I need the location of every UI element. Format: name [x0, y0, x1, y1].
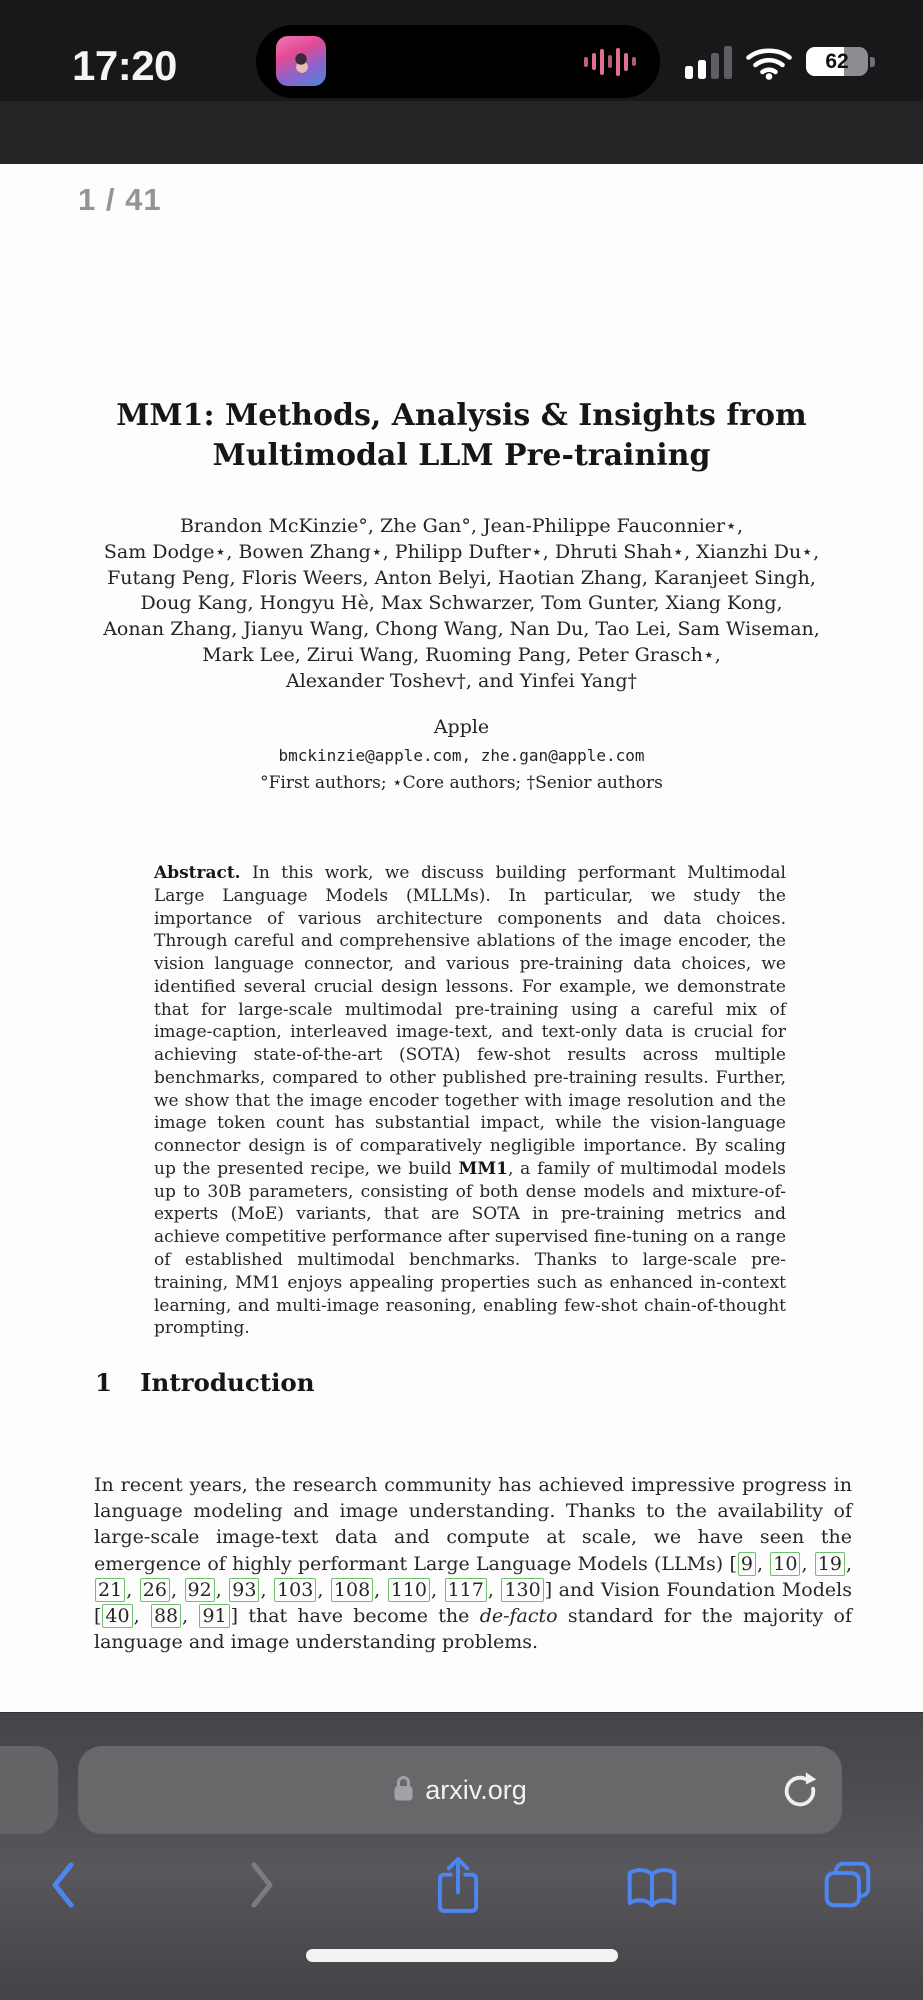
url-text: arxiv.org	[425, 1774, 527, 1805]
author-emails: bmckinzie@apple.com, zhe.gan@apple.com	[278, 746, 645, 765]
abstract-paragraph: Abstract. In this work, we discuss building performant Multimodal Large Language Models (MLLMs). In particular, we study the importance of various architecture components and data choices. Through careful and comprehensive ablations of the image encoder, the vision language connector, and various pre-training data choices, we identified several crucial design lessons. For example, we demonstrate that for large-scale multimodal pre-training using a careful mix of image-caption, interleaved image-text, and text-only data is crucial for achieving state-of-the-art (SOTA) few-shot results across multiple benchmarks, compared to other published pre-training results. Further, we show that the image encoder together with image resolution and the image token count has substantial impact, while the vision-language connector design is of comparatively negligible importance. By scaling up the presented recipe, we build MM1, a family of multimodal models up to 30B parameters, consisting of both dense models and mixture-of-experts (MoE) variants, that are SOTA in pre-training metrics and achieve competitive performance after supervised fine-tuning on a range of established multimodal benchmarks. Thanks to large-scale pre-training, MM1 enjoys appealing properties such as enhanced in-context learning, and multi-image reasoning, enabling few-shot chain-of-thought prompting.	[154, 863, 786, 1339]
section-number: 1	[95, 1368, 113, 1397]
author-note: °First authors; ⋆Core authors; †Senior authors	[260, 773, 663, 793]
intro-paragraph: In recent years, the research community has achieved impressive progress in language modeling and image understanding. Thanks to the availability of large-scale image-text data and compute at scale, we have seen the emergence of highly performant Large Language Models (LLMs) [ 9 , 10 , 19 , 21 , 26 , 92 , 93 , 103 , 108 , 110 , 117 , 130 ] and Vision Foundation Models [ 40 , 88 , 91 ] that have become the de-facto standard for the majority of language and image understanding problems.	[94, 1474, 852, 1654]
back-button[interactable]	[48, 1861, 78, 1914]
address-bar[interactable]	[78, 1746, 842, 1834]
citation-link[interactable]: 93	[229, 1578, 259, 1602]
battery-nub	[870, 57, 875, 67]
browser-top-band	[0, 101, 923, 164]
paper-title-line1: MM1: Methods, Analysis & Insights from	[116, 398, 807, 433]
author-line: Doug Kang, Hongyu Hè, Max Schwarzer, Tom Gunter, Xiang Kong,	[140, 592, 783, 615]
previous-tab-edge[interactable]	[0, 1746, 58, 1834]
citation-link[interactable]: 9	[738, 1552, 756, 1576]
lock-icon	[393, 1774, 414, 1807]
author-list	[0, 514, 923, 695]
citation-link[interactable]: 88	[151, 1604, 181, 1628]
status-bar	[0, 0, 923, 101]
page-indicator: 1 / 41	[78, 182, 162, 217]
tabs-button[interactable]	[822, 1859, 874, 1916]
author-line: Brandon McKinzie°, Zhe Gan°, Jean-Philippe Fauconnier⋆,	[179, 515, 744, 537]
affiliation-block	[0, 716, 923, 793]
citation-link[interactable]: 110	[388, 1578, 430, 1602]
section-title: Introduction	[140, 1368, 315, 1397]
share-button[interactable]	[434, 1855, 482, 1920]
section-heading	[95, 1368, 315, 1397]
home-indicator[interactable]	[306, 1949, 618, 1962]
affiliation: Apple	[433, 716, 490, 738]
pdf-page[interactable]	[0, 164, 923, 1712]
citation-link[interactable]: 21	[95, 1578, 125, 1602]
author-line: Sam Dodge⋆, Bowen Zhang⋆, Philipp Dufter⋆, Dhruti Shah⋆, Xianzhi Du⋆,	[103, 540, 820, 563]
citation-link[interactable]: 92	[185, 1578, 215, 1602]
reload-icon[interactable]	[780, 1770, 820, 1810]
author-line: Aonan Zhang, Jianyu Wang, Chong Wang, Nan Du, Tao Lei, Sam Wiseman,	[103, 618, 820, 641]
paper-title-line2: Multimodal LLM Pre-training	[212, 438, 711, 474]
dynamic-island[interactable]	[256, 25, 660, 98]
author-line: Alexander Toshev†, and Yinfei Yang†	[285, 669, 637, 692]
bookmarks-button[interactable]	[624, 1865, 680, 1916]
wifi-icon	[746, 46, 792, 85]
battery-icon	[806, 47, 876, 76]
author-line: Mark Lee, Zirui Wang, Ruoming Pang, Peter Grasch⋆,	[202, 644, 721, 667]
status-time: 17:20	[72, 42, 177, 89]
paper-title	[0, 396, 923, 476]
battery-percent: 62	[825, 49, 849, 73]
citation-link[interactable]: 103	[274, 1578, 316, 1602]
audio-waveform-icon	[584, 25, 636, 98]
citation-link[interactable]: 130	[501, 1578, 543, 1602]
cellular-signal-icon	[685, 46, 735, 84]
safari-toolbar	[0, 1712, 923, 2000]
author-line: Futang Peng, Floris Weers, Anton Belyi, Haotian Zhang, Karanjeet Singh,	[107, 566, 816, 589]
citation-link[interactable]: 19	[815, 1552, 845, 1576]
citation-link[interactable]: 10	[770, 1552, 800, 1576]
citation-link[interactable]: 26	[140, 1578, 170, 1602]
citation-link[interactable]: 91	[199, 1604, 229, 1628]
album-art	[276, 36, 326, 86]
citation-link[interactable]: 40	[102, 1604, 132, 1628]
citation-link[interactable]: 108	[331, 1578, 373, 1602]
citation-link[interactable]: 117	[445, 1578, 487, 1602]
forward-button[interactable]	[247, 1861, 277, 1914]
